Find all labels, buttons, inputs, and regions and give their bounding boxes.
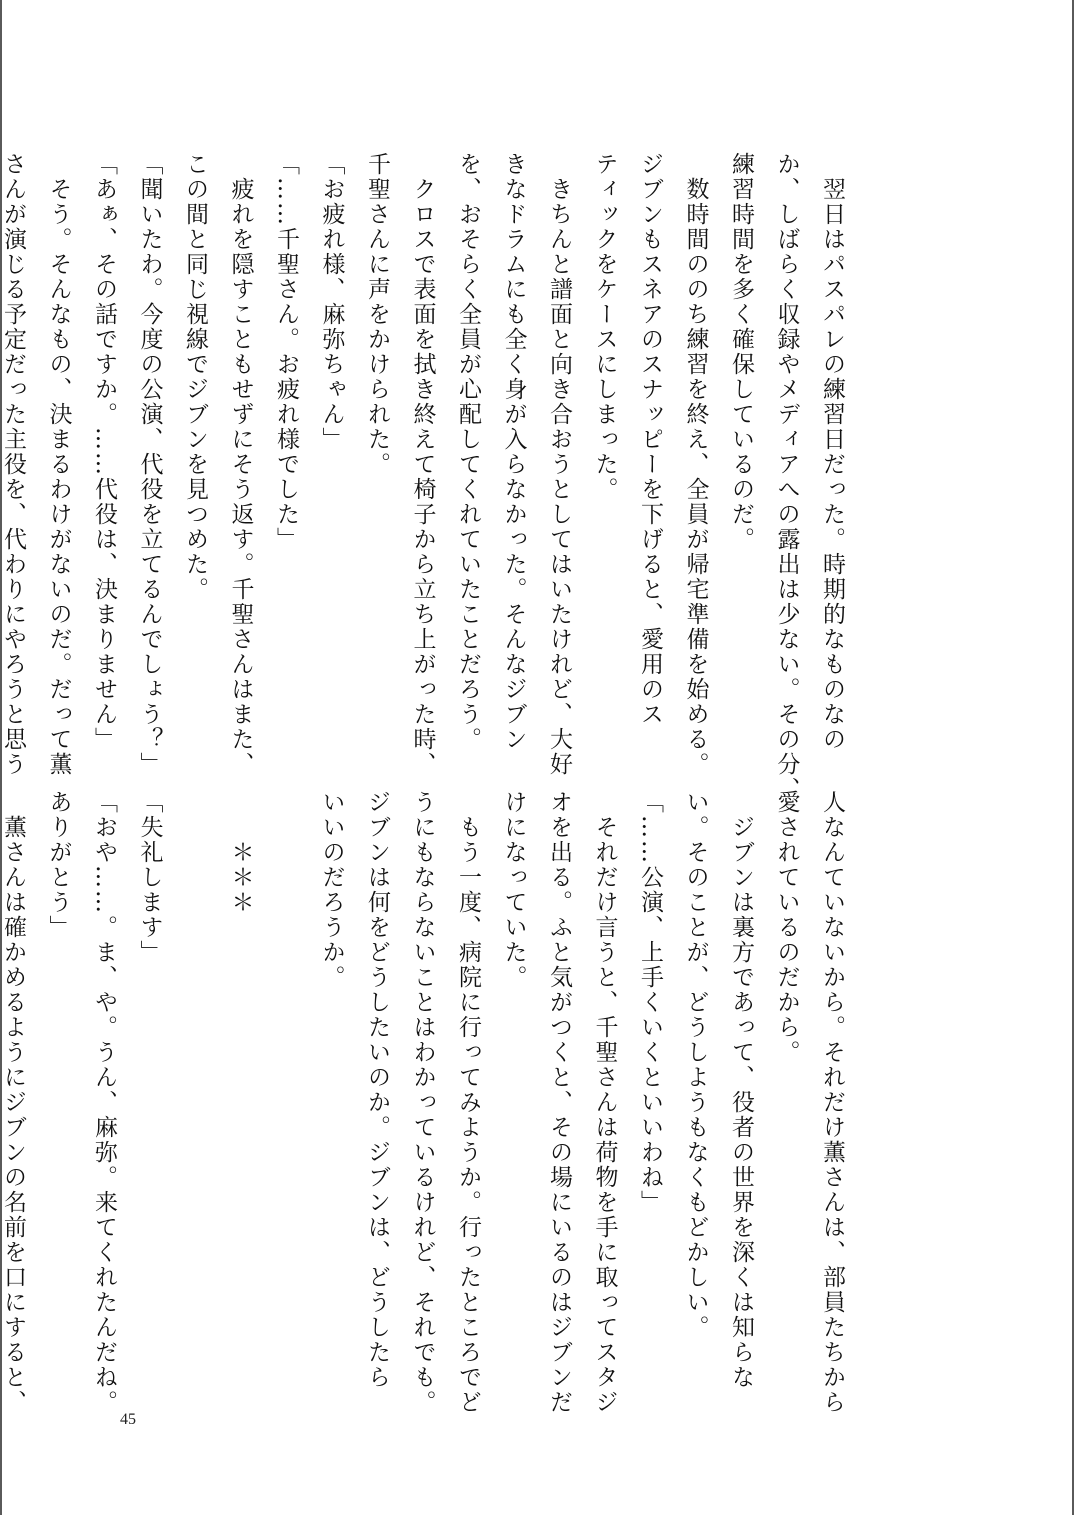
text-line: を、おそらく全員が心配してくれていたことだろう。: [455, 152, 481, 752]
text-line: きちんと譜面と向き合おうとしてはいたけれど、大好: [546, 152, 572, 777]
page-number: 45: [120, 1411, 136, 1428]
text-line: ありがとう」: [45, 790, 72, 940]
text-line: もう一度、病院に行ってみようか。行ったところでど: [455, 790, 481, 1415]
text-line: 「……公演、上手くいくといいわね」: [637, 790, 663, 1215]
text-line: 「失礼します」: [136, 790, 163, 965]
text-line: 愛されているのだから。: [773, 790, 800, 1065]
scene-break: ＊＊＊: [227, 790, 254, 915]
text-line: けになっていた。: [500, 790, 527, 990]
text-line: この間と同じ視線でジブンを見つめた。: [182, 152, 208, 602]
text-line: うにもならないことはわかっているけれど、それでも。: [409, 790, 436, 1415]
text-line: ティックをケースにしまった。: [591, 152, 618, 502]
text-line: いいのだろうか。: [318, 790, 345, 990]
text-line: そう。そんなもの、決まるわけがないのだ。だって薫: [45, 152, 72, 777]
text-line: ジブンは何をどうしたいのか。ジブンは、どうしたら: [364, 790, 390, 1390]
text-line: きなドラムにも全く身が入らなかった。そんなジブン: [500, 152, 527, 752]
text-line: か、しばらく収録やメディアへの露出は少ない。その分、: [773, 152, 800, 802]
text-line: 疲れを隠すこともせずにそう返す。千聖さんはまた、: [227, 152, 254, 777]
text-line: ジブンもスネアのスナッピーを下げると、愛用のス: [637, 152, 663, 727]
text-line: 翌日はパスパレの練習日だった。時期的なものなの: [819, 152, 845, 752]
text-line: い。そのことが、どうしようもなくもどかしい。: [682, 790, 709, 1340]
text-line: 人なんていないから。それだけ薫さんは、部員たちから: [819, 790, 845, 1415]
text-line: さんが演じる予定だった主役を、代わりにやろうと思う: [0, 152, 26, 777]
text-line: 「……千聖さん。お疲れ様でした」: [273, 152, 299, 552]
text-line: 数時間ののち練習を終え、全員が帰宅準備を始める。: [682, 152, 709, 777]
text-line: それだけ言うと、千聖さんは荷物を手に取ってスタジ: [591, 790, 618, 1415]
text-line: 「お疲れ様、麻弥ちゃん」: [318, 152, 345, 452]
upper-text-block: [0, 152, 854, 802]
text-line: オを出る。ふと気がつくと、その場にいるのはジブンだ: [546, 790, 572, 1415]
lower-text-block: [0, 790, 854, 1415]
text-line: 薫さんは確かめるようにジブンの名前を口にすると、: [0, 790, 26, 1415]
blank-line: [172, 790, 218, 1380]
text-line: 練習時間を多く確保しているのだ。: [728, 152, 754, 552]
text-line: 「聞いたわ。今度の公演、代役を立てるんでしょう？」: [136, 152, 163, 777]
blank-line: [263, 790, 309, 1380]
text-line: クロスで表面を拭き終えて椅子から立ち上がった時、: [409, 152, 436, 777]
text-line: 千聖さんに声をかけられた。: [364, 152, 390, 477]
text-line: 「あぁ、その話ですか。……代役は、決まりません」: [91, 152, 117, 752]
text-line: ジブンは裏方であって、役者の世界を深くは知らな: [728, 790, 754, 1390]
text-line: 「おや……。ま、や。うん、麻弥。来てくれたんだね。: [91, 790, 117, 1415]
